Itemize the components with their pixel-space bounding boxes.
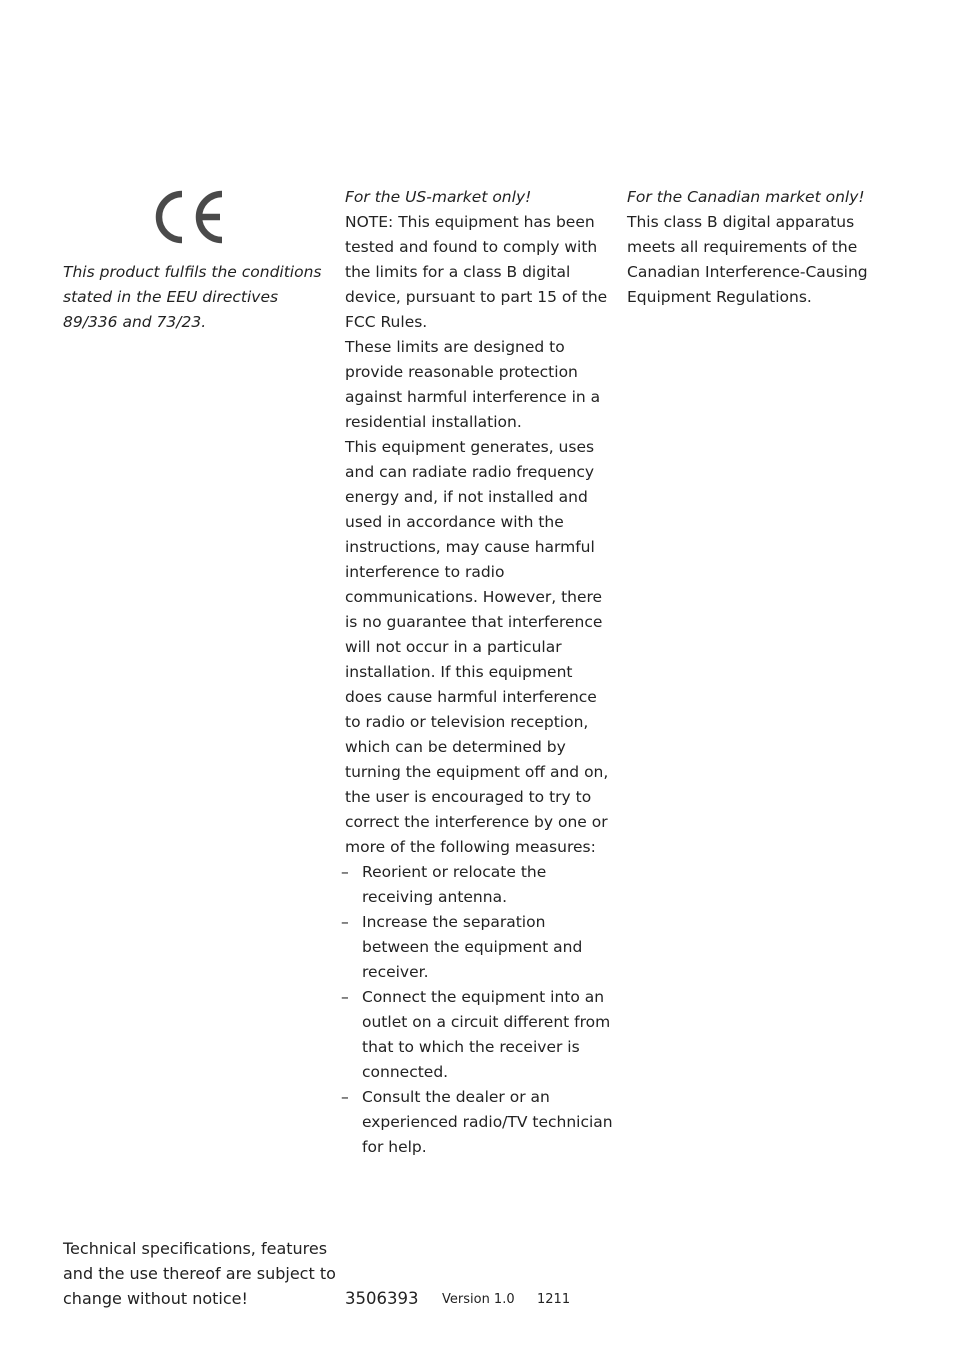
measure-text: Consult the dealer or an experienced radio/TV technician for help. — [362, 1088, 613, 1156]
list-dash: – — [341, 863, 349, 881]
specification-notice — [63, 1236, 338, 1311]
measure-text: Reorient or relocate the receiving antenna. — [362, 863, 547, 906]
fcc-note-paragraph: NOTE: This equipment has been tested and found to comply with the limits for a class B digital device, pursuant to part 15 of the FCC Rules. — [345, 213, 608, 331]
ce-mark-logo — [152, 190, 226, 244]
measure-text: Connect the equipment into an outlet on a circuit different from that to which the receiver is connected. — [362, 988, 611, 1081]
measures-list — [341, 860, 613, 1160]
list-item — [341, 910, 613, 985]
limits-paragraph: These limits are designed to provide reasonable protection against harmful interference in a residential installation. — [345, 338, 601, 431]
canada-compliance-paragraph: This class B digital apparatus meets all requirements of the Canadian Interference-Causing Equipment Regulations. — [627, 213, 868, 306]
us-market-heading: For the US-market only! — [345, 188, 532, 206]
ce-conditions-paragraph: This product fulfils the conditions stated in the EEU directives 89/336 and 73/23. — [63, 263, 322, 331]
canada-market-section — [627, 185, 897, 310]
list-item — [341, 985, 613, 1085]
notice-text: Technical specifications, features and the use thereof are subject to change without notice! — [63, 1239, 336, 1308]
document-number: 3506393 — [345, 1289, 419, 1308]
list-item — [341, 1085, 613, 1160]
canada-market-heading: For the Canadian market only! — [627, 188, 865, 206]
list-dash: – — [341, 913, 349, 931]
us-market-section — [341, 185, 613, 1160]
document-code: 1211 — [537, 1292, 571, 1307]
ce-statement-text — [63, 260, 333, 335]
document-version: Version 1.0 — [442, 1292, 515, 1307]
interference-paragraph: This equipment generates, uses and can radiate radio frequency energy and, if not installed and used in accordance with the instructions, may cause harmful interference to radio communications. However, there is no guarantee that interference will not occur in a particular installation. If this equipment does cause harmful interference to radio or television reception, which can be determined by turning the equipment off and on, the user is encouraged to try to correct the interference by one or more of the following measures: — [345, 438, 609, 856]
measure-text: Increase the separation between the equipment and receiver. — [362, 913, 583, 981]
list-dash: – — [341, 988, 349, 1006]
list-dash: – — [341, 1088, 349, 1106]
list-item — [341, 860, 613, 910]
